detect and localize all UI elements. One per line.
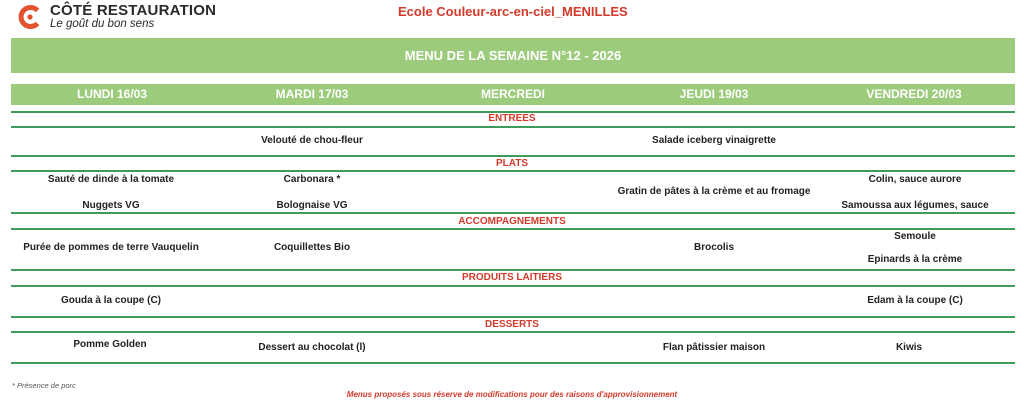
day-thursday: JEUDI 19/03 — [679, 87, 749, 101]
divider — [11, 362, 1015, 364]
supply-disclaimer: Menus proposés sous réserve de modifications pour des raisons d'approvisionnement — [346, 390, 678, 399]
plat-friday-1: Colin, sauce aurore — [868, 174, 962, 185]
plat-monday-1: Sauté de dinde à la tomate — [47, 174, 175, 185]
divider — [11, 212, 1015, 214]
dessert-thursday: Flan pâtissier maison — [662, 342, 766, 353]
day-friday: VENDREDI 20/03 — [866, 87, 962, 101]
plat-monday-2: Nuggets VG — [82, 200, 140, 211]
accomp-monday: Purée de pommes de terre Vauquelin — [23, 242, 199, 253]
brand-name: CÔTÉ RESTAURATION — [50, 2, 217, 19]
section-title-plats: PLATS — [495, 158, 529, 169]
divider — [11, 269, 1015, 271]
section-title-entrees: ENTREES — [488, 113, 536, 124]
divider — [11, 155, 1015, 157]
plat-thursday: Gratin de pâtes à la crème et au fromage — [617, 186, 811, 197]
divider — [11, 228, 1015, 230]
brand-tagline: Le goût du bon sens — [50, 18, 155, 30]
accomp-tuesday: Coquillettes Bio — [273, 242, 351, 253]
entree-tuesday: Velouté de chou-fleur — [261, 135, 363, 146]
dairy-friday: Edam à la coupe (C) — [867, 295, 963, 306]
brand-logo — [17, 2, 217, 32]
day-tuesday: MARDI 17/03 — [275, 87, 349, 101]
cote-c-logo-icon — [17, 4, 43, 30]
pork-note: * Présence de porc — [12, 381, 76, 390]
accomp-thursday: Brocolis — [693, 242, 735, 253]
plat-tuesday-1: Carbonara * — [283, 174, 341, 185]
dairy-monday: Gouda à la coupe (C) — [60, 295, 162, 306]
school-name: Ecole Couleur-arc-en-ciel_MENILLES — [398, 4, 628, 19]
week-menu-banner: MENU DE LA SEMAINE N°12 - 2026 — [11, 38, 1015, 73]
divider — [11, 316, 1015, 318]
entree-thursday: Salade iceberg vinaigrette — [652, 135, 776, 146]
dessert-monday: Pomme Golden — [73, 339, 147, 350]
divider — [11, 331, 1015, 333]
section-title-accompagnements: ACCOMPAGNEMENTS — [458, 216, 566, 227]
section-title-produits-laitiers: PRODUITS LAITIERS — [461, 272, 562, 283]
plat-tuesday-2: Bolognaise VG — [276, 200, 348, 211]
accomp-friday-2: Epinards à la crème — [867, 254, 963, 265]
accomp-friday-1: Semoule — [894, 231, 936, 242]
day-wednesday: MERCREDI — [480, 87, 546, 101]
plat-friday-2: Samoussa aux légumes, sauce — [841, 200, 989, 211]
dessert-friday: Kiwis — [895, 342, 923, 353]
divider — [11, 285, 1015, 287]
day-header-row — [11, 84, 1015, 105]
divider — [11, 126, 1015, 128]
divider — [11, 170, 1015, 172]
section-title-desserts: DESSERTS — [485, 319, 539, 330]
dessert-tuesday: Dessert au chocolat (l) — [258, 342, 366, 353]
day-monday: LUNDI 16/03 — [76, 87, 148, 101]
